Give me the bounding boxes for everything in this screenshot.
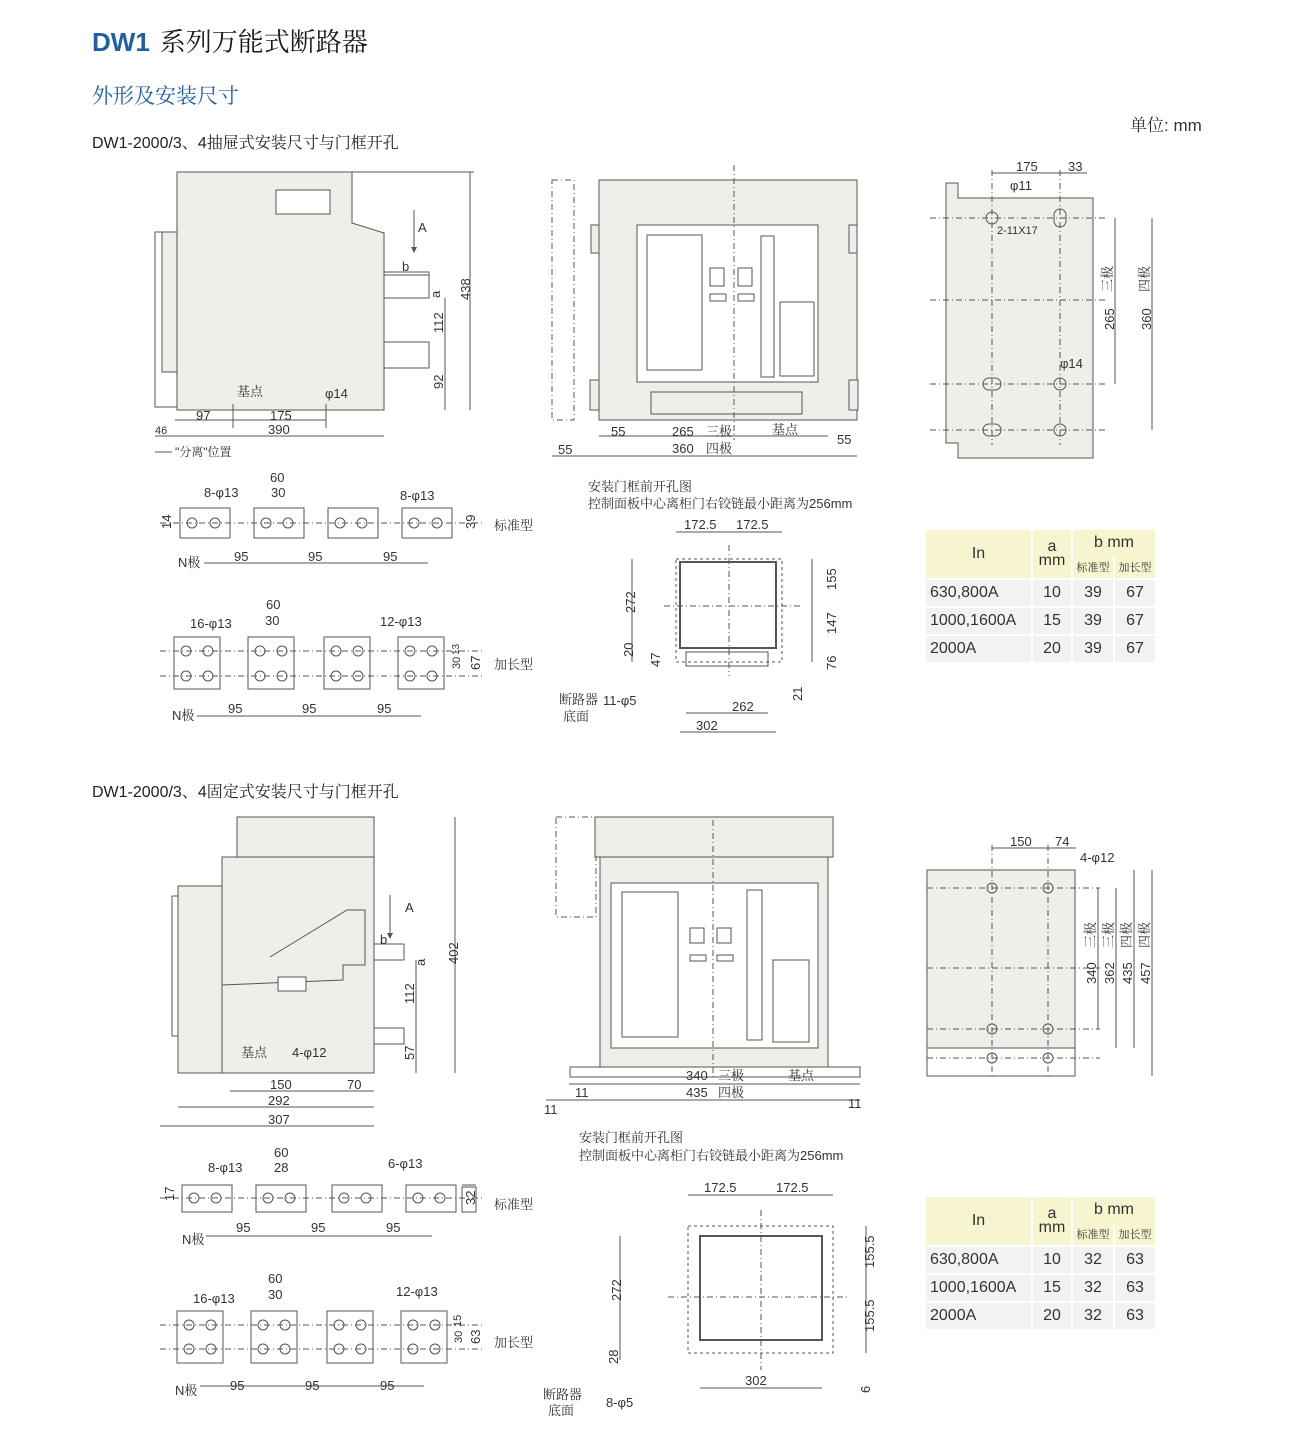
table-row	[926, 607, 1155, 635]
t2-r1-ext: 63	[1114, 1274, 1155, 1302]
t2-r2-in: 2000A	[926, 1302, 1032, 1329]
fixed-std-95b: 95	[311, 1220, 326, 1235]
fixed-front-11c: 11	[544, 1102, 558, 1117]
drawout-side-390: 390	[268, 422, 290, 437]
t2-r1-in: 1000,1600A	[926, 1274, 1032, 1302]
table-row	[926, 1246, 1155, 1274]
t2-r1-std: 32	[1072, 1274, 1114, 1302]
fixed-side-arrow: A	[405, 900, 414, 915]
drawout-ext-60: 60	[266, 597, 281, 612]
drawout-door-1725a: 172.5	[684, 517, 717, 532]
t2-r0-std: 32	[1072, 1246, 1114, 1274]
fixed-side-57: 57	[402, 1045, 417, 1060]
fixed-front-435: 435	[686, 1085, 708, 1100]
drawout-door-note2: 控制面板中心离柜门右铰链最小距离为256mm	[588, 496, 853, 511]
t1-r0-a: 10	[1032, 579, 1072, 607]
fixed-std-95c: 95	[386, 1220, 401, 1235]
t2-r1-a: 15	[1032, 1274, 1072, 1302]
drawout-door-20: 20	[621, 642, 636, 657]
t1-h-a-mm: mm	[1038, 552, 1066, 569]
t1-r1-a: 15	[1032, 607, 1072, 635]
fixed-ext-95a: 95	[230, 1378, 245, 1393]
drawout-side-separate: "分离"位置	[175, 445, 232, 459]
fixed-front-base: 基点	[788, 1068, 815, 1083]
drawout-std-holes1: 8-φ13	[204, 485, 239, 500]
t1-r2-ext: 67	[1114, 635, 1155, 662]
fixed-ext-60: 60	[268, 1271, 283, 1286]
fixed-door-1725b: 172.5	[776, 1180, 809, 1195]
t1-r0-ext: 67	[1114, 579, 1155, 607]
fixed-std-60: 60	[274, 1145, 289, 1160]
t1-r1-ext: 67	[1114, 607, 1155, 635]
drawout-std-95c: 95	[383, 549, 398, 564]
fixed-mount-holes: 4-φ12	[1080, 850, 1115, 865]
drawout-front-55a: 55	[611, 424, 626, 439]
fixed-front-11d: 11	[852, 1094, 854, 1095]
t1-r0-in: 630,800A	[926, 579, 1032, 607]
fixed-side-a: a	[413, 958, 428, 966]
drawout-side-a: a	[428, 290, 443, 298]
fixed-door-1725a: 172.5	[704, 1180, 737, 1195]
fixed-busbar-extended	[160, 1271, 533, 1398]
fixed-std-95a: 95	[236, 1220, 251, 1235]
fixed-ext-label: 加长型	[494, 1335, 534, 1350]
fixed-mount-150: 150	[1010, 834, 1032, 849]
t1-h-in: In	[926, 530, 1032, 579]
fixed-heading: DW1-2000/3、4固定式安装尺寸与门框开孔	[92, 784, 399, 801]
fixed-front-4pole: 四极	[718, 1085, 745, 1100]
drawout-front-360: 360	[672, 441, 694, 456]
fixed-ext-holes1: 16-φ13	[193, 1291, 235, 1306]
drawout-front-base: 基点	[772, 422, 799, 437]
drawout-side-view	[155, 172, 474, 459]
drawout-front-55c: 55	[837, 432, 852, 447]
drawout-front-3pole: 三极	[706, 424, 733, 439]
drawout-busbar-standard	[159, 470, 533, 570]
fixed-side-70: 70	[347, 1077, 362, 1092]
drawout-ext-label: 加长型	[494, 657, 534, 672]
drawout-door-base1: 断路器	[559, 692, 599, 707]
fixed-mount-3pole-a: 三极	[1083, 921, 1098, 948]
drawout-side-arrow: A	[418, 220, 427, 235]
t1-r2-in: 2000A	[926, 635, 1032, 662]
t1-r2-std: 39	[1072, 635, 1114, 662]
fixed-std-holes2: 6-φ13	[388, 1156, 423, 1171]
fixed-door-base2: 底面	[548, 1403, 575, 1418]
drawout-busbar-extended	[160, 597, 533, 723]
drawout-std-39: 39	[463, 514, 478, 529]
fixed-std-17: 17	[162, 1186, 177, 1201]
t2-h-a	[1032, 1197, 1072, 1246]
drawout-std-95a: 95	[234, 549, 249, 564]
t2-h-a-mm: mm	[1038, 1219, 1066, 1236]
fixed-mount-435: 435	[1120, 962, 1135, 984]
t1-h-std: 标准型	[1072, 556, 1114, 579]
fixed-std-label: 标准型	[494, 1197, 534, 1212]
model-name: DW1	[92, 27, 150, 57]
fixed-front-11b: 11	[848, 1096, 862, 1111]
drawout-ext-95a: 95	[228, 701, 243, 716]
t1-h-b: b mm	[1072, 530, 1155, 556]
fixed-ext-95b: 95	[305, 1378, 320, 1393]
t1-h-ext: 加长型	[1114, 556, 1155, 579]
fixed-mount-4pole-a: 四极	[1119, 921, 1134, 948]
fixed-front-3pole: 三极	[718, 1068, 745, 1083]
drawout-side-175: 175	[270, 408, 292, 423]
drawout-mount-4pole: 四极	[1137, 265, 1152, 292]
drawout-door-302: 302	[696, 718, 718, 733]
t2-r0-ext: 63	[1114, 1246, 1155, 1274]
fixed-side-112: 112	[402, 983, 417, 1004]
fixed-std-28: 28	[274, 1160, 289, 1175]
fixed-door-note1: 安装门框前开孔图	[579, 1130, 684, 1145]
drawout-std-label: 标准型	[494, 518, 534, 533]
drawout-side-base: 基点	[237, 384, 264, 399]
t1-r1-std: 39	[1072, 607, 1114, 635]
fixed-std-32: 32	[463, 1190, 478, 1205]
drawout-door-note1: 安装门框前开孔图	[588, 479, 693, 494]
fixed-front-340: 340	[686, 1068, 708, 1083]
drawout-front-55b: 55	[558, 442, 573, 457]
t1-r2-a: 20	[1032, 635, 1072, 662]
table-row	[926, 579, 1155, 607]
t2-h-a-letter: a	[1047, 1205, 1057, 1222]
drawout-door-155: 155	[824, 568, 839, 590]
fixed-mount-3pole-b: 三极	[1101, 921, 1116, 948]
fixed-mount-362: 362	[1102, 962, 1117, 984]
drawout-side-hole: φ14	[325, 386, 348, 401]
fixed-ext-30b: 30	[453, 1330, 465, 1343]
t1-h-a-letter: a	[1047, 538, 1057, 555]
t2-h-std: 标准型	[1072, 1223, 1114, 1246]
drawout-door-holes: 11-φ5	[603, 693, 637, 708]
fixed-side-307: 307	[268, 1112, 290, 1127]
fixed-side-402: 402	[446, 942, 461, 964]
fixed-door-302: 302	[745, 1373, 767, 1388]
drawout-side-92: 92	[431, 374, 446, 389]
fixed-std-holes1: 8-φ13	[208, 1160, 243, 1175]
series-title: 系列万能式断路器	[159, 27, 368, 57]
drawout-mount-3pole: 三极	[1100, 265, 1115, 292]
table-row	[926, 1274, 1155, 1302]
drawout-ext-holes2: 12-φ13	[380, 614, 422, 629]
drawout-mount-view	[930, 159, 1154, 458]
drawout-mount-slot: 2-11X17	[997, 225, 1038, 237]
fixed-mount-457: 457	[1138, 962, 1153, 984]
drawout-front-265: 265	[672, 424, 694, 439]
drawout-heading: DW1-2000/3、4抽屉式安装尺寸与门框开孔	[92, 135, 399, 152]
fixed-mount-340: 340	[1084, 962, 1099, 984]
fixed-door-base1: 断路器	[543, 1387, 583, 1402]
t2-r2-ext: 63	[1114, 1302, 1155, 1329]
t2-r0-a: 10	[1032, 1246, 1072, 1274]
fixed-door-holes: 8-φ5	[606, 1395, 634, 1410]
drawout-door-base2: 底面	[563, 709, 590, 724]
drawout-std-14: 14	[159, 514, 174, 529]
t2-h-in: In	[926, 1197, 1032, 1246]
drawout-ext-95b: 95	[302, 701, 317, 716]
drawout-ext-npole: N极	[172, 708, 195, 723]
fixed-ext-holes2: 12-φ13	[396, 1284, 438, 1299]
drawout-front-4pole: 四极	[706, 441, 733, 456]
fixed-ext-15: 15	[452, 1314, 464, 1327]
fixed-ext-30: 30	[268, 1287, 283, 1302]
drawout-side-46: 46	[155, 425, 168, 437]
fixed-ext-63: 63	[468, 1329, 483, 1344]
drawout-mount-175: 175	[1016, 159, 1038, 174]
fixed-mount-4pole-b: 四极	[1137, 921, 1152, 948]
fixed-front-view	[544, 817, 862, 1117]
drawout-front-view	[552, 165, 858, 457]
drawout-door-21: 21	[790, 686, 805, 701]
fixed-ext-npole: N极	[175, 1383, 198, 1398]
spec-table-fixed	[926, 1197, 1155, 1329]
drawout-door-1725b: 172.5	[736, 517, 769, 532]
fixed-side-base: 基点	[241, 1045, 268, 1060]
fixed-side-view	[160, 817, 461, 1127]
drawout-door-76: 76	[824, 655, 839, 670]
t2-r2-a: 20	[1032, 1302, 1072, 1329]
drawout-door-cutout	[559, 479, 852, 733]
t1-r1-in: 1000,1600A	[926, 607, 1032, 635]
fixed-side-292: 292	[268, 1093, 290, 1108]
drawout-door-147: 147	[824, 612, 839, 634]
drawout-mount-phi11: φ11	[1010, 178, 1032, 193]
spec-table-drawout	[926, 530, 1155, 662]
fixed-side-150: 150	[270, 1077, 292, 1092]
t1-r0-std: 39	[1072, 579, 1114, 607]
fixed-ext-95c: 95	[380, 1378, 395, 1393]
t2-r0-in: 630,800A	[926, 1246, 1032, 1274]
drawout-door-47: 47	[648, 652, 663, 667]
drawout-std-npole: N极	[178, 555, 201, 570]
fixed-door-28: 28	[606, 1349, 621, 1364]
drawout-std-95b: 95	[308, 549, 323, 564]
drawout-ext-13: 13	[451, 643, 462, 655]
fixed-door-note2: 控制面板中心离柜门右铰链最小距离为256mm	[579, 1148, 844, 1163]
drawout-mount-33: 33	[1068, 159, 1083, 174]
drawout-std-60: 60	[270, 470, 285, 485]
t2-h-ext: 加长型	[1114, 1223, 1155, 1246]
drawout-mount-phi14: φ14	[1060, 356, 1083, 371]
drawout-std-30: 30	[271, 485, 286, 500]
drawout-mount-265: 265	[1102, 308, 1117, 330]
drawout-ext-holes1: 16-φ13	[190, 616, 232, 631]
fixed-side-b: b	[380, 932, 388, 947]
drawout-ext-95c: 95	[377, 701, 392, 716]
table-row	[926, 1302, 1155, 1329]
t2-r2-std: 32	[1072, 1302, 1114, 1329]
fixed-door-272: 272	[609, 1279, 624, 1301]
fixed-front-11a: 11	[575, 1085, 589, 1100]
drawout-side-97: 97	[196, 408, 211, 423]
t1-h-a	[1032, 530, 1072, 579]
fixed-door-1555b: 155.5	[862, 1299, 877, 1332]
fixed-mount-74: 74	[1055, 834, 1070, 849]
drawout-side-b: b	[402, 259, 410, 274]
fixed-door-cutout	[543, 1130, 877, 1418]
drawout-door-262: 262	[732, 699, 754, 714]
drawout-side-112: 112	[431, 312, 446, 333]
fixed-std-npole: N极	[182, 1232, 205, 1247]
fixed-door-6: 6	[858, 1385, 873, 1393]
drawout-std-holes2: 8-φ13	[400, 488, 435, 503]
fixed-door-1555a: 155.5	[862, 1235, 877, 1268]
section-subtitle: 外形及安装尺寸	[92, 85, 239, 108]
unit-label: 单位: mm	[1130, 116, 1202, 135]
drawout-mount-360: 360	[1139, 308, 1154, 330]
drawout-ext-67: 67	[468, 655, 483, 670]
table-row	[926, 635, 1155, 662]
fixed-busbar-standard	[160, 1145, 533, 1247]
t2-h-b: b mm	[1072, 1197, 1155, 1223]
drawout-door-272: 272	[623, 591, 638, 613]
drawout-ext-30: 30	[265, 613, 280, 628]
drawout-ext-30b: 30	[451, 656, 463, 669]
fixed-side-holes: 4-φ12	[292, 1045, 327, 1060]
drawout-side-438: 438	[458, 278, 473, 300]
fixed-mount-view	[927, 834, 1153, 1076]
